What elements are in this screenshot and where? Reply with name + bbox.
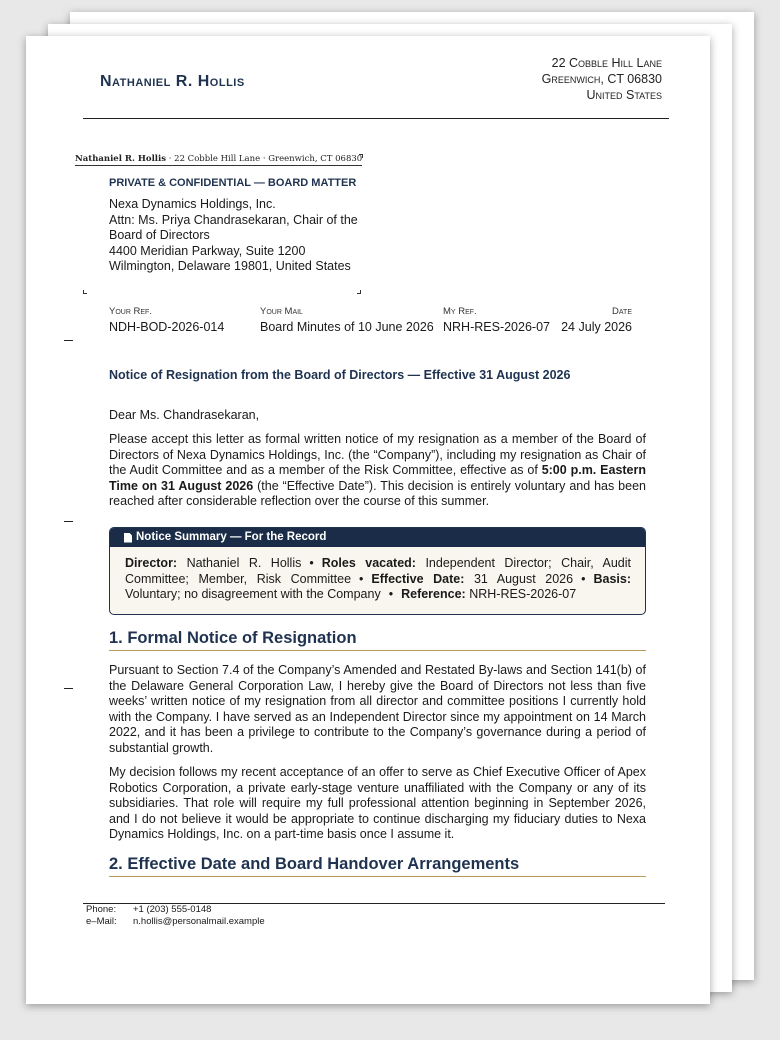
your-mail-field [260, 306, 434, 334]
recipient-address [109, 197, 369, 275]
salutation: Dear Ms. Chandrasekaran, [109, 408, 260, 422]
section-heading: 2. Effective Date and Board Handover Arrangements [109, 855, 520, 873]
bullet-separator: • [581, 571, 586, 586]
your-mail-value: Board Minutes of 10 June 2026 [260, 320, 434, 334]
section-heading-rule [109, 876, 646, 877]
effective-date-label: Effective Date: [371, 571, 465, 586]
basis-value: Voluntary; no disagreement with the Company [125, 587, 381, 602]
effective-date-value: 31 August 2026 [473, 571, 574, 586]
email-value: n.hollis@personalmail.example [133, 916, 265, 927]
return-address-line [75, 154, 362, 166]
fold-mark [64, 340, 73, 341]
recipient-line: Nexa Dynamics Holdings, Inc. [109, 197, 276, 211]
subject-line: Notice of Resignation from the Board of Directors — Effective 31 August 2026 [109, 368, 571, 382]
date-label: Date [612, 306, 632, 317]
notice-summary-box [109, 527, 646, 615]
return-address-text: · 22 Cobble Hill Lane · Greenwich, CT 06830 [166, 154, 363, 164]
reference-label: Reference: [401, 587, 466, 602]
reference-value: NRH-RES-2026-07 [469, 587, 577, 602]
section-heading: 1. Formal Notice of Resignation [109, 629, 357, 647]
date-field [561, 306, 632, 334]
letter-page [26, 36, 710, 1004]
phone-value: +1 (203) 555-0148 [133, 904, 212, 915]
your-mail-label: Your Mail [260, 306, 303, 317]
bullet-separator: • [309, 556, 314, 570]
fold-mark [64, 521, 73, 522]
phone-label: Phone: [86, 904, 117, 915]
paragraph-text: (the “Effective Date”). This decision is entirely voluntary and has been reached after considerable reflection over the course of this summer. [109, 478, 646, 509]
my-ref-value: NRH-RES-2026-07 [443, 320, 550, 334]
header-divider [83, 118, 669, 119]
footer-contact [86, 904, 265, 928]
sender-address-line: 22 Cobble Hill Lane [551, 56, 662, 70]
punch-mark [64, 688, 73, 689]
sender-address-line: United States [586, 88, 662, 102]
basis-label: Basis: [593, 571, 631, 586]
your-ref-value: NDH-BOD-2026-014 [109, 320, 225, 334]
notice-summary-title: Notice Summary — For the Record [136, 531, 327, 543]
sender-address-line: Greenwich, CT 06830 [541, 72, 662, 86]
email-label: e–Mail: [86, 916, 117, 927]
opening-paragraph [109, 432, 646, 510]
recipient-line: Board of Directors [109, 228, 210, 243]
notice-summary-body [110, 547, 645, 603]
director-label: Director: [125, 556, 178, 570]
my-ref-field [443, 306, 550, 334]
document-icon [124, 533, 132, 543]
director-value: Nathaniel R. Hollis [186, 556, 302, 570]
paragraph-emphasis: 5:00 p.m. Eastern Time on 31 August 2026 [109, 463, 647, 493]
notice-summary-header [110, 528, 645, 547]
paragraph-text: Please accept this letter as formal written notice of my resignation as a member of the Board of Directors of Nexa Dynamics Holdings, Inc. (the “Company”), including my resignation as Chair of the Audit Committee and as a member of the Risk Committee, effective as of [109, 432, 646, 478]
roles-value: Independent Director; Chair, Audit Committee; Member, Risk Committee [125, 556, 632, 586]
section-paragraph: Pursuant to Section 7.4 of the Company’s Amended and Restated By-laws and Section 141(b) of the Delaware General Corporation Law, I hereby give the Board of Directors not less than five weeks’ written notice of my resignation from all director and committee positions I currently hold with the Company. I have served as an Independent Director since my appointment on 14 March 2022, and it has been a privilege to contribute to the Company’s governance during a period of substantial growth. [109, 663, 646, 755]
window-corner-mark [357, 290, 361, 294]
your-ref-label: Your Ref. [109, 306, 152, 317]
recipient-line: Wilmington, Delaware 19801, United States [109, 259, 351, 274]
return-address-name: Nathaniel R. Hollis [75, 154, 167, 164]
window-corner-mark [83, 290, 87, 294]
your-ref-field [109, 306, 224, 334]
confidential-label: PRIVATE & CONFIDENTIAL — BOARD MATTER [109, 177, 357, 189]
my-ref-label: My Ref. [443, 306, 477, 317]
window-corner-mark [359, 154, 363, 158]
roles-label: Roles vacated: [321, 556, 416, 570]
date-value: 24 July 2026 [561, 320, 632, 334]
recipient-line: Attn: Ms. Priya Chandrasekaran, Chair of the [109, 212, 358, 227]
recipient-line: 4400 Meridian Parkway, Suite 1200 [109, 243, 306, 258]
section-heading-rule [109, 650, 646, 651]
sender-address [542, 55, 662, 103]
bullet-separator: • [388, 587, 394, 602]
sender-name: Nathaniel R. Hollis [100, 73, 245, 90]
section-paragraph: My decision follows my recent acceptance of an offer to serve as Chief Executive Officer of Apex Robotics Corporation, a private early-stage venture unaffiliated with the Company or any of its subsidiaries. That role will require my full professional attention beginning in September 2026, and I do not believe it would be appropriate to continue discharging my fiduciary duties to Nexa Dynamics Holdings, Inc. on a part-time basis once I assume it. [109, 765, 646, 842]
bullet-separator: • [359, 571, 364, 586]
